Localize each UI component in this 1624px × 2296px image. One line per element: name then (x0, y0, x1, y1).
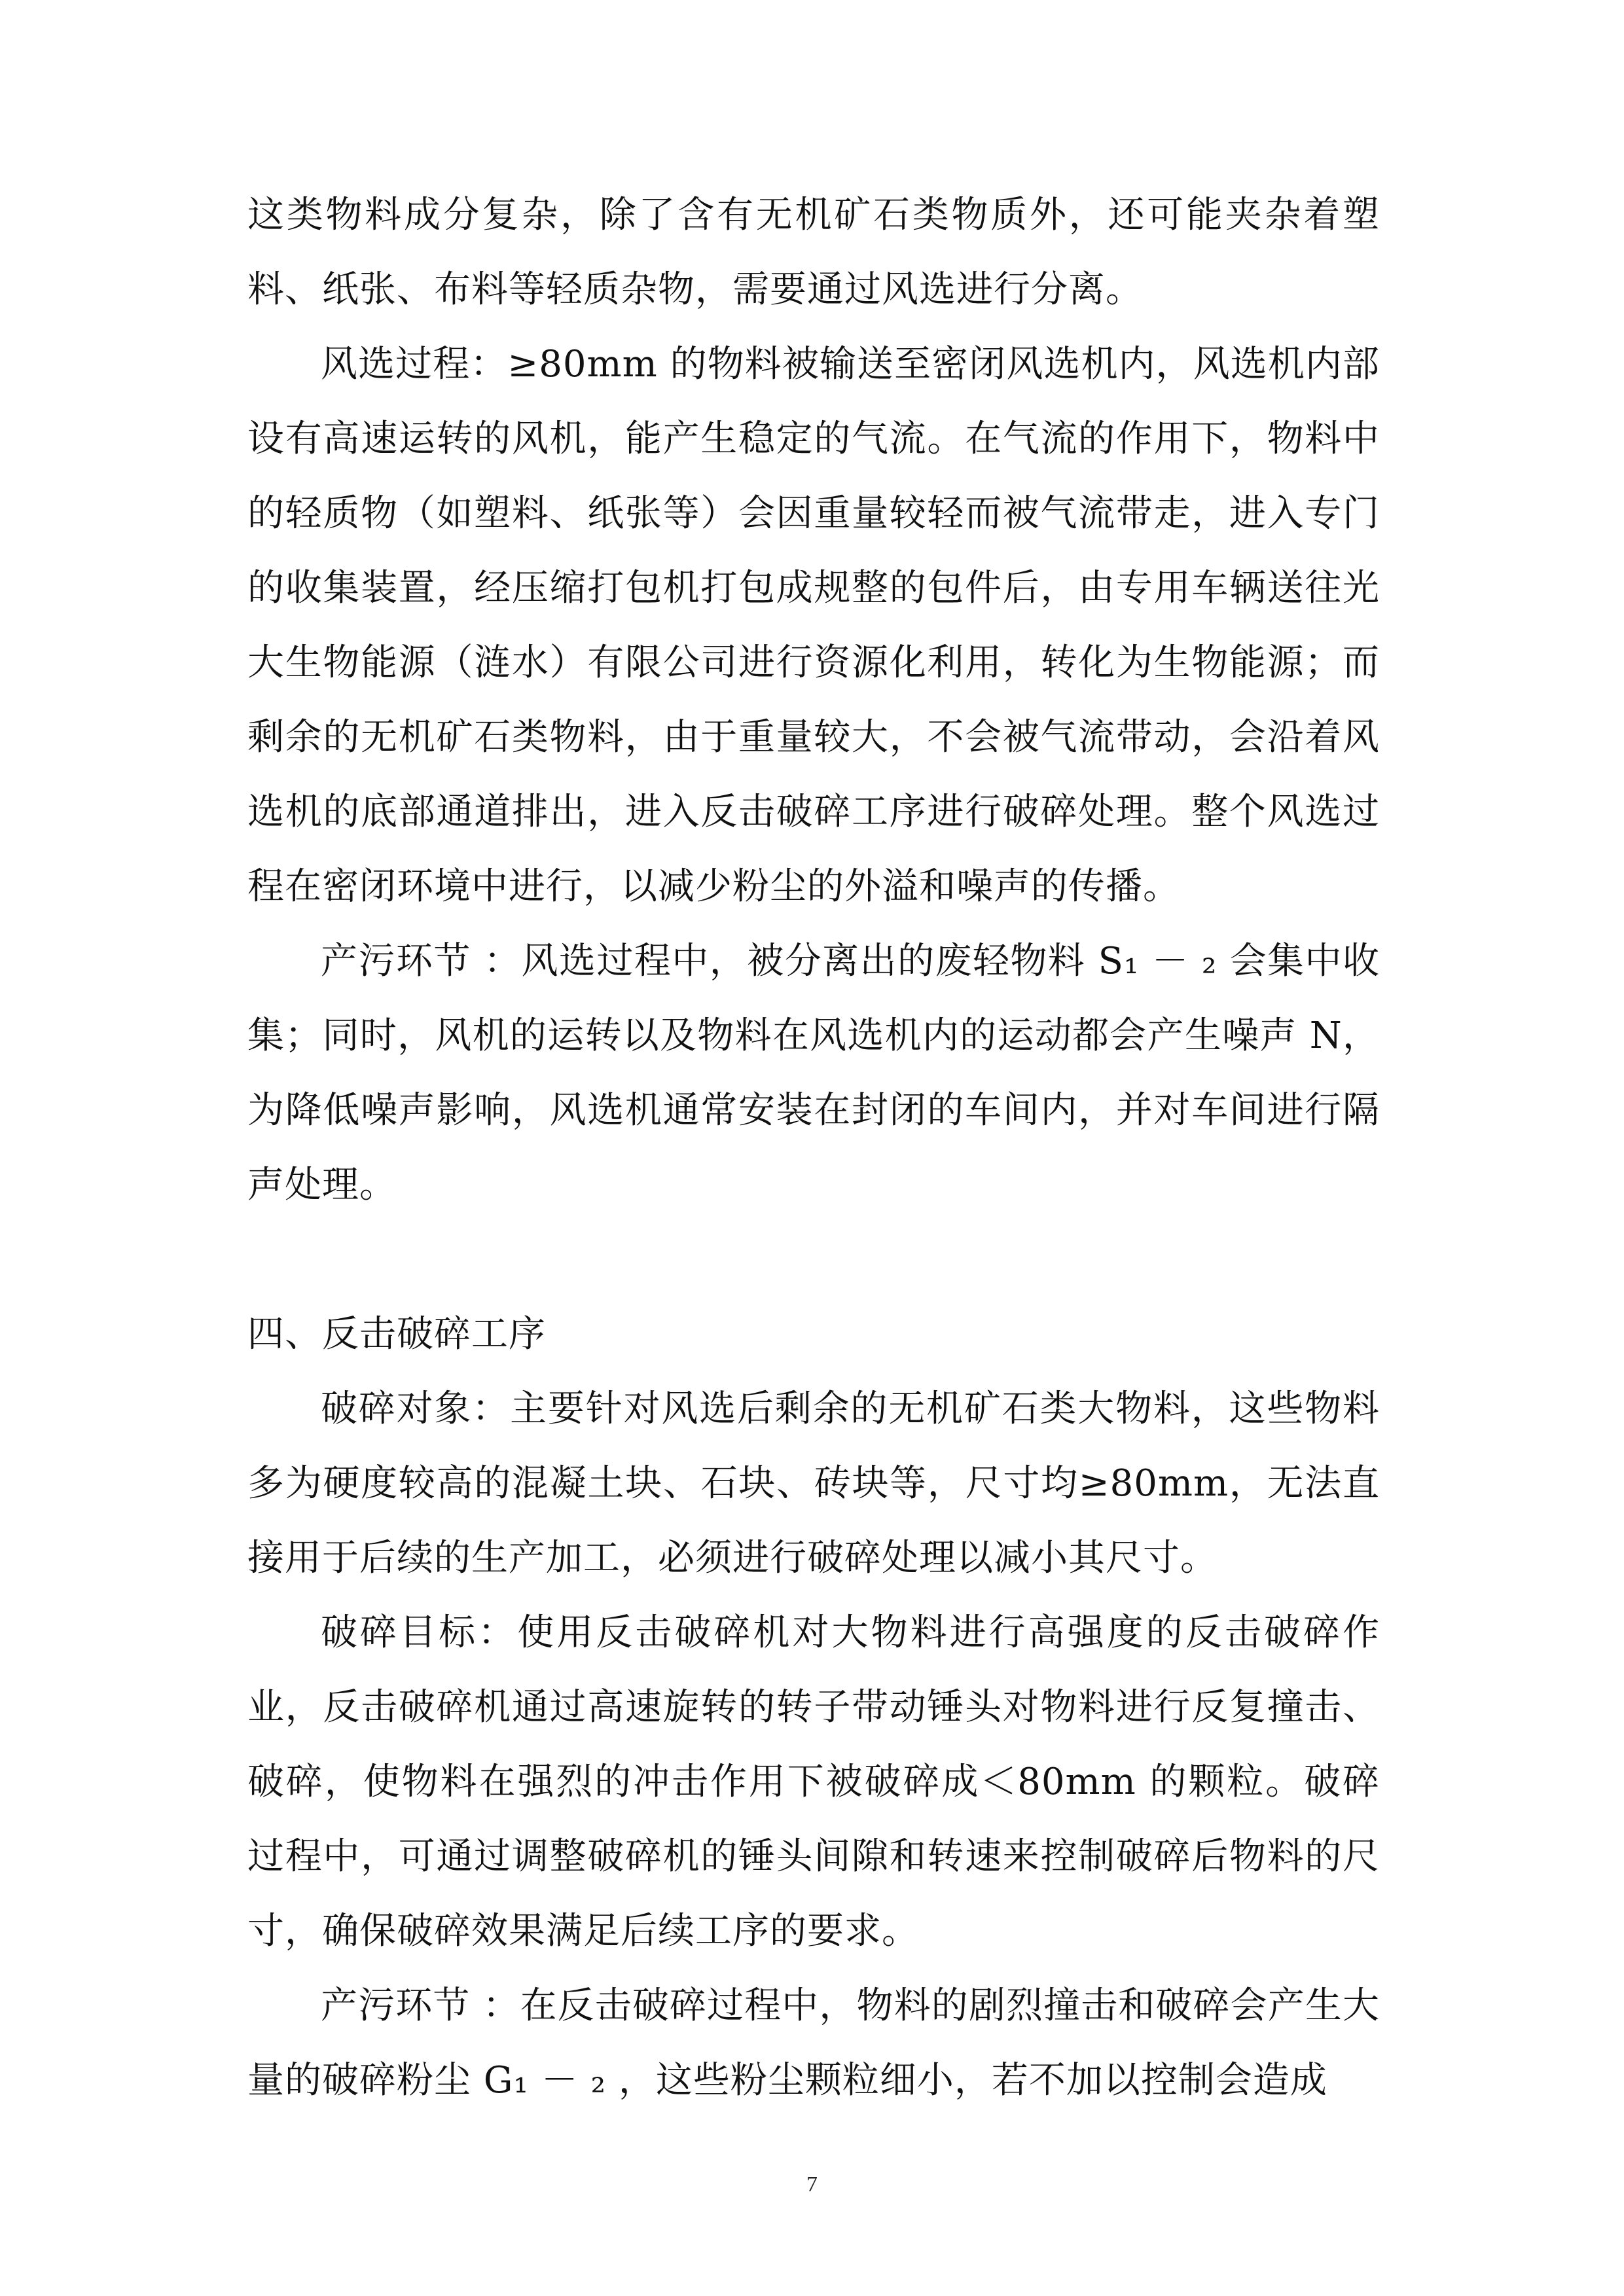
section-heading-impact-crushing: 四、反击破碎工序 (247, 1313, 546, 1355)
paragraph-crushing-target: 破碎目标：使用反击破碎机对大物料进行高强度的反击破碎作业，反击破碎机通过高速旋转的转子带动锤头对物料进行反复撞击、破碎，使物料在强烈的冲击作用下被破碎成＜80mm 的颗粒。破碎过程中，可通过调整破碎机的锤头间隙和转速来控制破碎后物料的尺寸，确保破碎效果满足后续工序的要求。 (247, 1611, 1380, 1952)
paragraph-crushing-object: 破碎对象：主要针对风选后剩余的无机矿石类大物料，这些物料多为硬度较高的混凝土块、石块、砖块等，尺寸均≥80mm，无法直接用于后续的生产加工，必须进行破碎处理以减小其尺寸。 (247, 1388, 1380, 1579)
document-body (247, 178, 1380, 2118)
paragraph-air-separation-process: 风选过程：≥80mm 的物料被输送至密闭风选机内，风选机内部设有高速运转的风机，能产生稳定的气流。在气流的作用下，物料中的轻质物（如塑料、纸张等）会因重量较轻而被气流带走，进入专门的收集装置，经压缩打包机打包成规整的包件后，由专用车辆送往光大生物能源（涟水）有限公司进行资源化利用，转化为生物能源；而剩余的无机矿石类物料，由于重量较大，不会被气流带动，会沿着风选机的底部通道排出，进入反击破碎工序进行破碎处理。整个风选过程在密闭环境中进行，以减少粉尘的外溢和噪声的传播。 (247, 343, 1380, 908)
paragraph-air-separation-pollution: 产污环节 ：风选过程中，被分离出的废轻物料 S₁ － ₂ 会集中收集；同时，风机的运转以及物料在风选机内的运动都会产生噪声 N，为降低噪声影响，风选机通常安装在封闭的车间内，并对车间进行隔声处理。 (247, 940, 1380, 1206)
paragraph-continuation: 这类物料成分复杂，除了含有无机矿石类物质外，还可能夹杂着塑料、纸张、布料等轻质杂物，需要通过风选进行分离。 (247, 194, 1380, 311)
page-number: 7 (806, 2172, 818, 2197)
paragraph-crushing-pollution: 产污环节 ：在反击破碎过程中，物料的剧烈撞击和破碎会产生大量的破碎粉尘 G₁ － ₂ ，这些粉尘颗粒细小，若不加以控制会造成 (247, 1984, 1380, 2102)
